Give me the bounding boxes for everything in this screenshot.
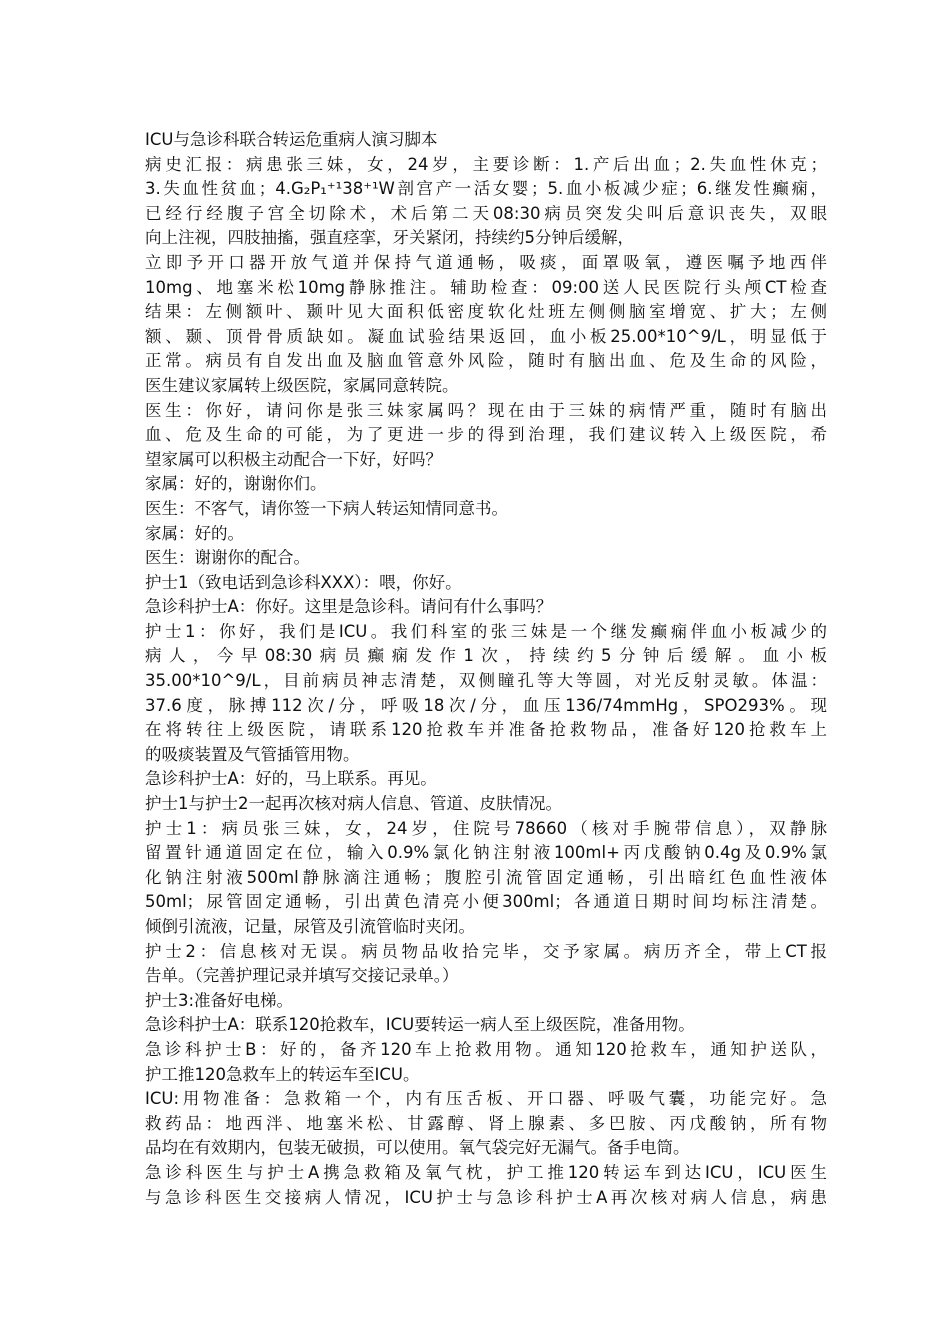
text-line: 护士1：病员张三妹，女，24岁，住院号78660（核对手腕带信息），双静脉 (145, 818, 827, 838)
text-line: 急诊科护士A：你好。这里是急诊科。请问有什么事吗？ (145, 597, 553, 617)
document-body (145, 128, 827, 1210)
text-line: 的吸痰装置及气管插管用物。 (145, 744, 360, 764)
text-line: 救药品：地西泮、地塞米松、甘露醇、肾上腺素、多巴胺、丙戊酸钠，所有物 (145, 1113, 827, 1133)
text-line: 急诊科护士A：联系120抢救车，ICU要转运一病人至上级医院，准备用物。 (145, 1015, 695, 1035)
text-line: 护士1：你好，我们是ICU。我们科室的张三妹是一个继发癫痫伴血小板减少的 (145, 621, 827, 641)
text-line: 化钠注射液500ml静脉滴注通畅；腹腔引流管固定通畅，引出暗红色血性液体 (145, 867, 827, 887)
text-line: 护士1（致电话到急诊科XXX）：喂，你好。 (145, 572, 462, 592)
text-line: 病史汇报：病患张三妹，女，24岁，主要诊断：1.产后出血；2.失血性休克； (145, 154, 827, 174)
text-line: 护士3:准备好电梯。 (145, 990, 294, 1010)
text-line: 10mg、地塞米松10mg静脉推注。辅助检查：09:00送人民医院行头颅CT检查 (145, 277, 827, 297)
text-line: 家属：好的。 (145, 523, 244, 543)
document-lines (145, 153, 827, 1211)
text-line: 护士2：信息核对无误。病员物品收拾完毕，交予家属。病历齐全，带上CT报 (145, 941, 827, 961)
text-line: 护士1与护士2一起再次核对病人信息、管道、皮肤情况。 (145, 794, 562, 814)
text-line: 医生：谢谢你的配合。 (145, 548, 310, 568)
text-line: 医生：你好，请问你是张三妹家属吗？现在由于三妹的病情严重，随时有脑出 (145, 400, 827, 420)
text-line: 急诊科护士A：好的，马上联系。再见。 (145, 769, 437, 789)
text-line: 立即予开口器开放气道并保持气道通畅，吸痰，面罩吸氧，遵医嘱予地西伴 (145, 252, 827, 272)
text-line: 留置针通道固定在位，输入0.9%氯化钠注射液100ml+丙戊酸钠0.4g及0.9%氯 (145, 843, 827, 863)
text-line: 急诊科医生与护士A携急救箱及氧气枕，护工推120转运车到达ICU，ICU医生 (145, 1162, 827, 1182)
text-line: ICU:用物准备：急救箱一个，内有压舌板、开口器、呼吸气囊，功能完好。急 (145, 1089, 827, 1109)
text-line: 正常。病员有自发出血及脑血管意外风险，随时有脑出血、危及生命的风险， (145, 351, 827, 371)
text-line: 已经行经腹子宫全切除术，术后第二天08:30病员突发尖叫后意识丧失，双眼 (145, 203, 827, 223)
text-line: 35.00*10^9/L，目前病员神志清楚，双侧瞳孔等大等圆，对光反射灵敏。体温： (145, 671, 827, 691)
text-line: 37.6度，脉搏112次/分，呼吸18次/分，血压136/74mmHg，SPO293%。现 (145, 695, 827, 715)
text-line: 品均在有效期内，包装无破损，可以使用。氧气袋完好无漏气。备手电筒。 (145, 1138, 690, 1158)
text-line: 向上注视，四肢抽搐，强直痉挛，牙关紧闭，持续约5分钟后缓解， (145, 228, 634, 248)
text-line: 在将转往上级医院，请联系120抢救车并准备抢救物品，准备好120抢救车上 (145, 720, 827, 740)
document-title: ICU与急诊科联合转运危重病人演习脚本 (145, 130, 438, 149)
text-line: 家属：好的，谢谢你们。 (145, 474, 327, 494)
text-line: 护工推120急救车上的转运车至ICU。 (145, 1064, 420, 1084)
text-line: 额、颞、顶骨骨质缺如。凝血试验结果返回，血小板25.00*10^9/L，明显低于 (145, 326, 827, 346)
text-line: 3.失血性贫血；4.G₂P₁⁺¹38⁺¹W剖宫产一活女婴；5.血小板减少症；6.继发性癫痫， (145, 179, 827, 199)
text-line: 血、危及生命的可能，为了更进一步的得到治理，我们建议转入上级医院，希 (145, 425, 827, 445)
text-line: 医生建议家属转上级医院，家属同意转院。 (145, 375, 459, 395)
text-line: 与急诊科医生交接病人情况，ICU护士与急诊科护士A再次核对病人信息，病患 (145, 1187, 827, 1207)
text-line: 医生：不客气，请你签一下病人转运知情同意书。 (145, 498, 508, 518)
text-line: 急诊科护士B：好的，备齐120车上抢救用物。通知120抢救车，通知护送队， (145, 1039, 827, 1059)
text-line: 病人，今早08:30病员癫痫发作1次，持续约5分钟后缓解。血小板 (145, 646, 827, 666)
text-line: 结果：左侧额叶、颞叶见大面积低密度软化灶班左侧侧脑室增宽、扩大；左侧 (145, 302, 827, 322)
text-line: 倾倒引流液，记量，尿管及引流管临时夹闭。 (145, 917, 475, 936)
text-line: 50ml；尿管固定通畅，引出黄色清亮小便300ml；各通道日期时间均标注清楚。 (145, 892, 827, 912)
text-line: 望家属可以积极主动配合一下好，好吗？ (145, 449, 442, 469)
text-line: 告单。（完善护理记录并填写交接记录单。） (145, 966, 459, 986)
